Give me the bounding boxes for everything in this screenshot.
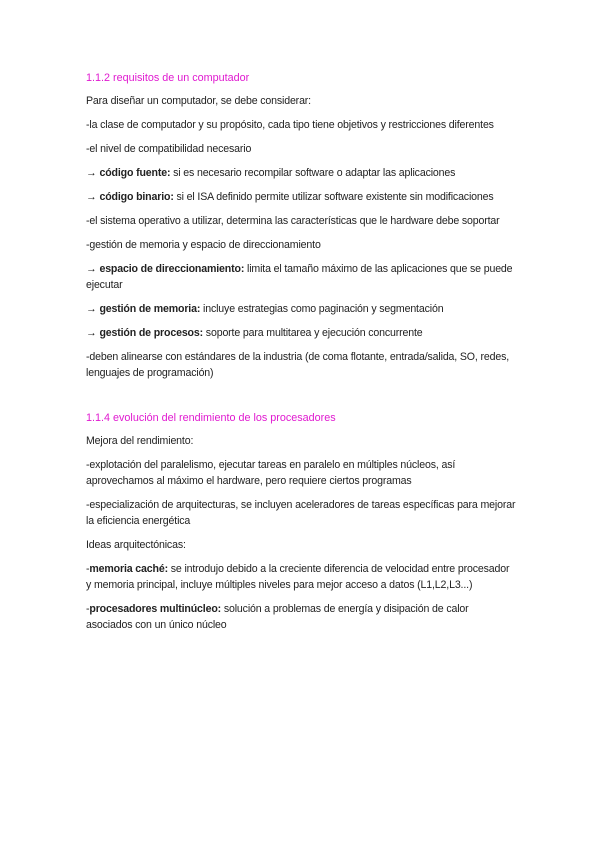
bullet-dash: - <box>86 563 90 575</box>
ideas-label: Ideas arquitectónicas: <box>86 539 186 551</box>
item-term: procesadores multinúcleo: <box>89 603 222 615</box>
list-item <box>86 261 516 293</box>
list-item <box>86 213 516 229</box>
list-item <box>86 301 516 317</box>
item-term: código binario: <box>99 191 174 203</box>
item-term: gestión de memoria: <box>99 303 201 315</box>
item-text: soporte para multitarea y ejecución concurrente <box>203 327 423 339</box>
item-text: solución a problemas de energía y disipación de calor asociados con un único núcleo <box>86 603 469 631</box>
bullet-dash: - <box>86 351 90 363</box>
item-text: limita el tamaño máximo de las aplicaciones que se puede ejecutar <box>86 263 513 291</box>
bullet-dash: - <box>86 603 90 615</box>
item-text: el nivel de compatibilidad necesario <box>89 143 252 155</box>
list-item <box>86 325 516 341</box>
item-term: gestión de procesos: <box>99 327 204 339</box>
arrow-icon: → <box>86 303 97 315</box>
item-text: se introdujo debido a la creciente diferencia de velocidad entre procesador y memoria principal, incluye múltiples niveles para mejor acceso a datos (L1,L2,L3...) <box>86 563 510 591</box>
item-text: especialización de arquitecturas, se incluyen aceleradores de tareas específicas para mejorar la eficiencia energética <box>86 499 516 527</box>
list-item <box>86 601 516 633</box>
bullet-dash: - <box>86 239 90 251</box>
item-term: espacio de direccionamiento: <box>99 263 245 275</box>
item-text: el sistema operativo a utilizar, determina las características que le hardware debe soportar <box>89 215 500 227</box>
bullet-dash: - <box>86 499 90 511</box>
item-term: memoria caché: <box>89 563 168 575</box>
list-item <box>86 141 516 157</box>
document-content <box>86 70 516 641</box>
item-text: explotación del paralelismo, ejecutar tareas en paralelo en múltiples núcleos, así aprovechamos al máximo el hardware, pero requiere ciertos programas <box>86 459 456 487</box>
item-text: la clase de computador y su propósito, cada tipo tiene objetivos y restricciones diferentes <box>89 119 494 131</box>
arrow-icon: → <box>86 167 97 179</box>
item-text: gestión de memoria y espacio de direccionamiento <box>89 239 321 251</box>
list-item <box>86 237 516 253</box>
arrow-icon: → <box>86 263 97 275</box>
section-heading-requisitos: 1.1.2 requisitos de un computador <box>86 72 250 84</box>
bullet-dash: - <box>86 119 90 131</box>
list-item <box>86 561 516 593</box>
bullet-dash: - <box>86 459 90 471</box>
bullet-dash: - <box>86 143 90 155</box>
item-text: deben alinearse con estándares de la industria (de coma flotante, entrada/salida, SO, redes, lenguajes de programación) <box>86 351 510 379</box>
section-intro: Mejora del rendimiento: <box>86 435 194 447</box>
arrow-icon: → <box>86 191 97 203</box>
list-item <box>86 117 516 133</box>
item-text: si es necesario recompilar software o adaptar las aplicaciones <box>170 167 456 179</box>
list-item <box>86 497 516 529</box>
section-heading-evolucion: 1.1.4 evolución del rendimiento de los procesadores <box>86 412 336 424</box>
item-text: si el ISA definido permite utilizar software existente sin modificaciones <box>173 191 494 203</box>
list-item <box>86 349 516 381</box>
arrow-icon: → <box>86 327 97 339</box>
list-item <box>86 457 516 489</box>
item-term: código fuente: <box>99 167 171 179</box>
list-item <box>86 189 516 205</box>
item-text: incluye estrategias como paginación y segmentación <box>200 303 444 315</box>
list-item <box>86 165 516 181</box>
section-intro: Para diseñar un computador, se debe considerar: <box>86 95 311 107</box>
bullet-dash: - <box>86 215 90 227</box>
